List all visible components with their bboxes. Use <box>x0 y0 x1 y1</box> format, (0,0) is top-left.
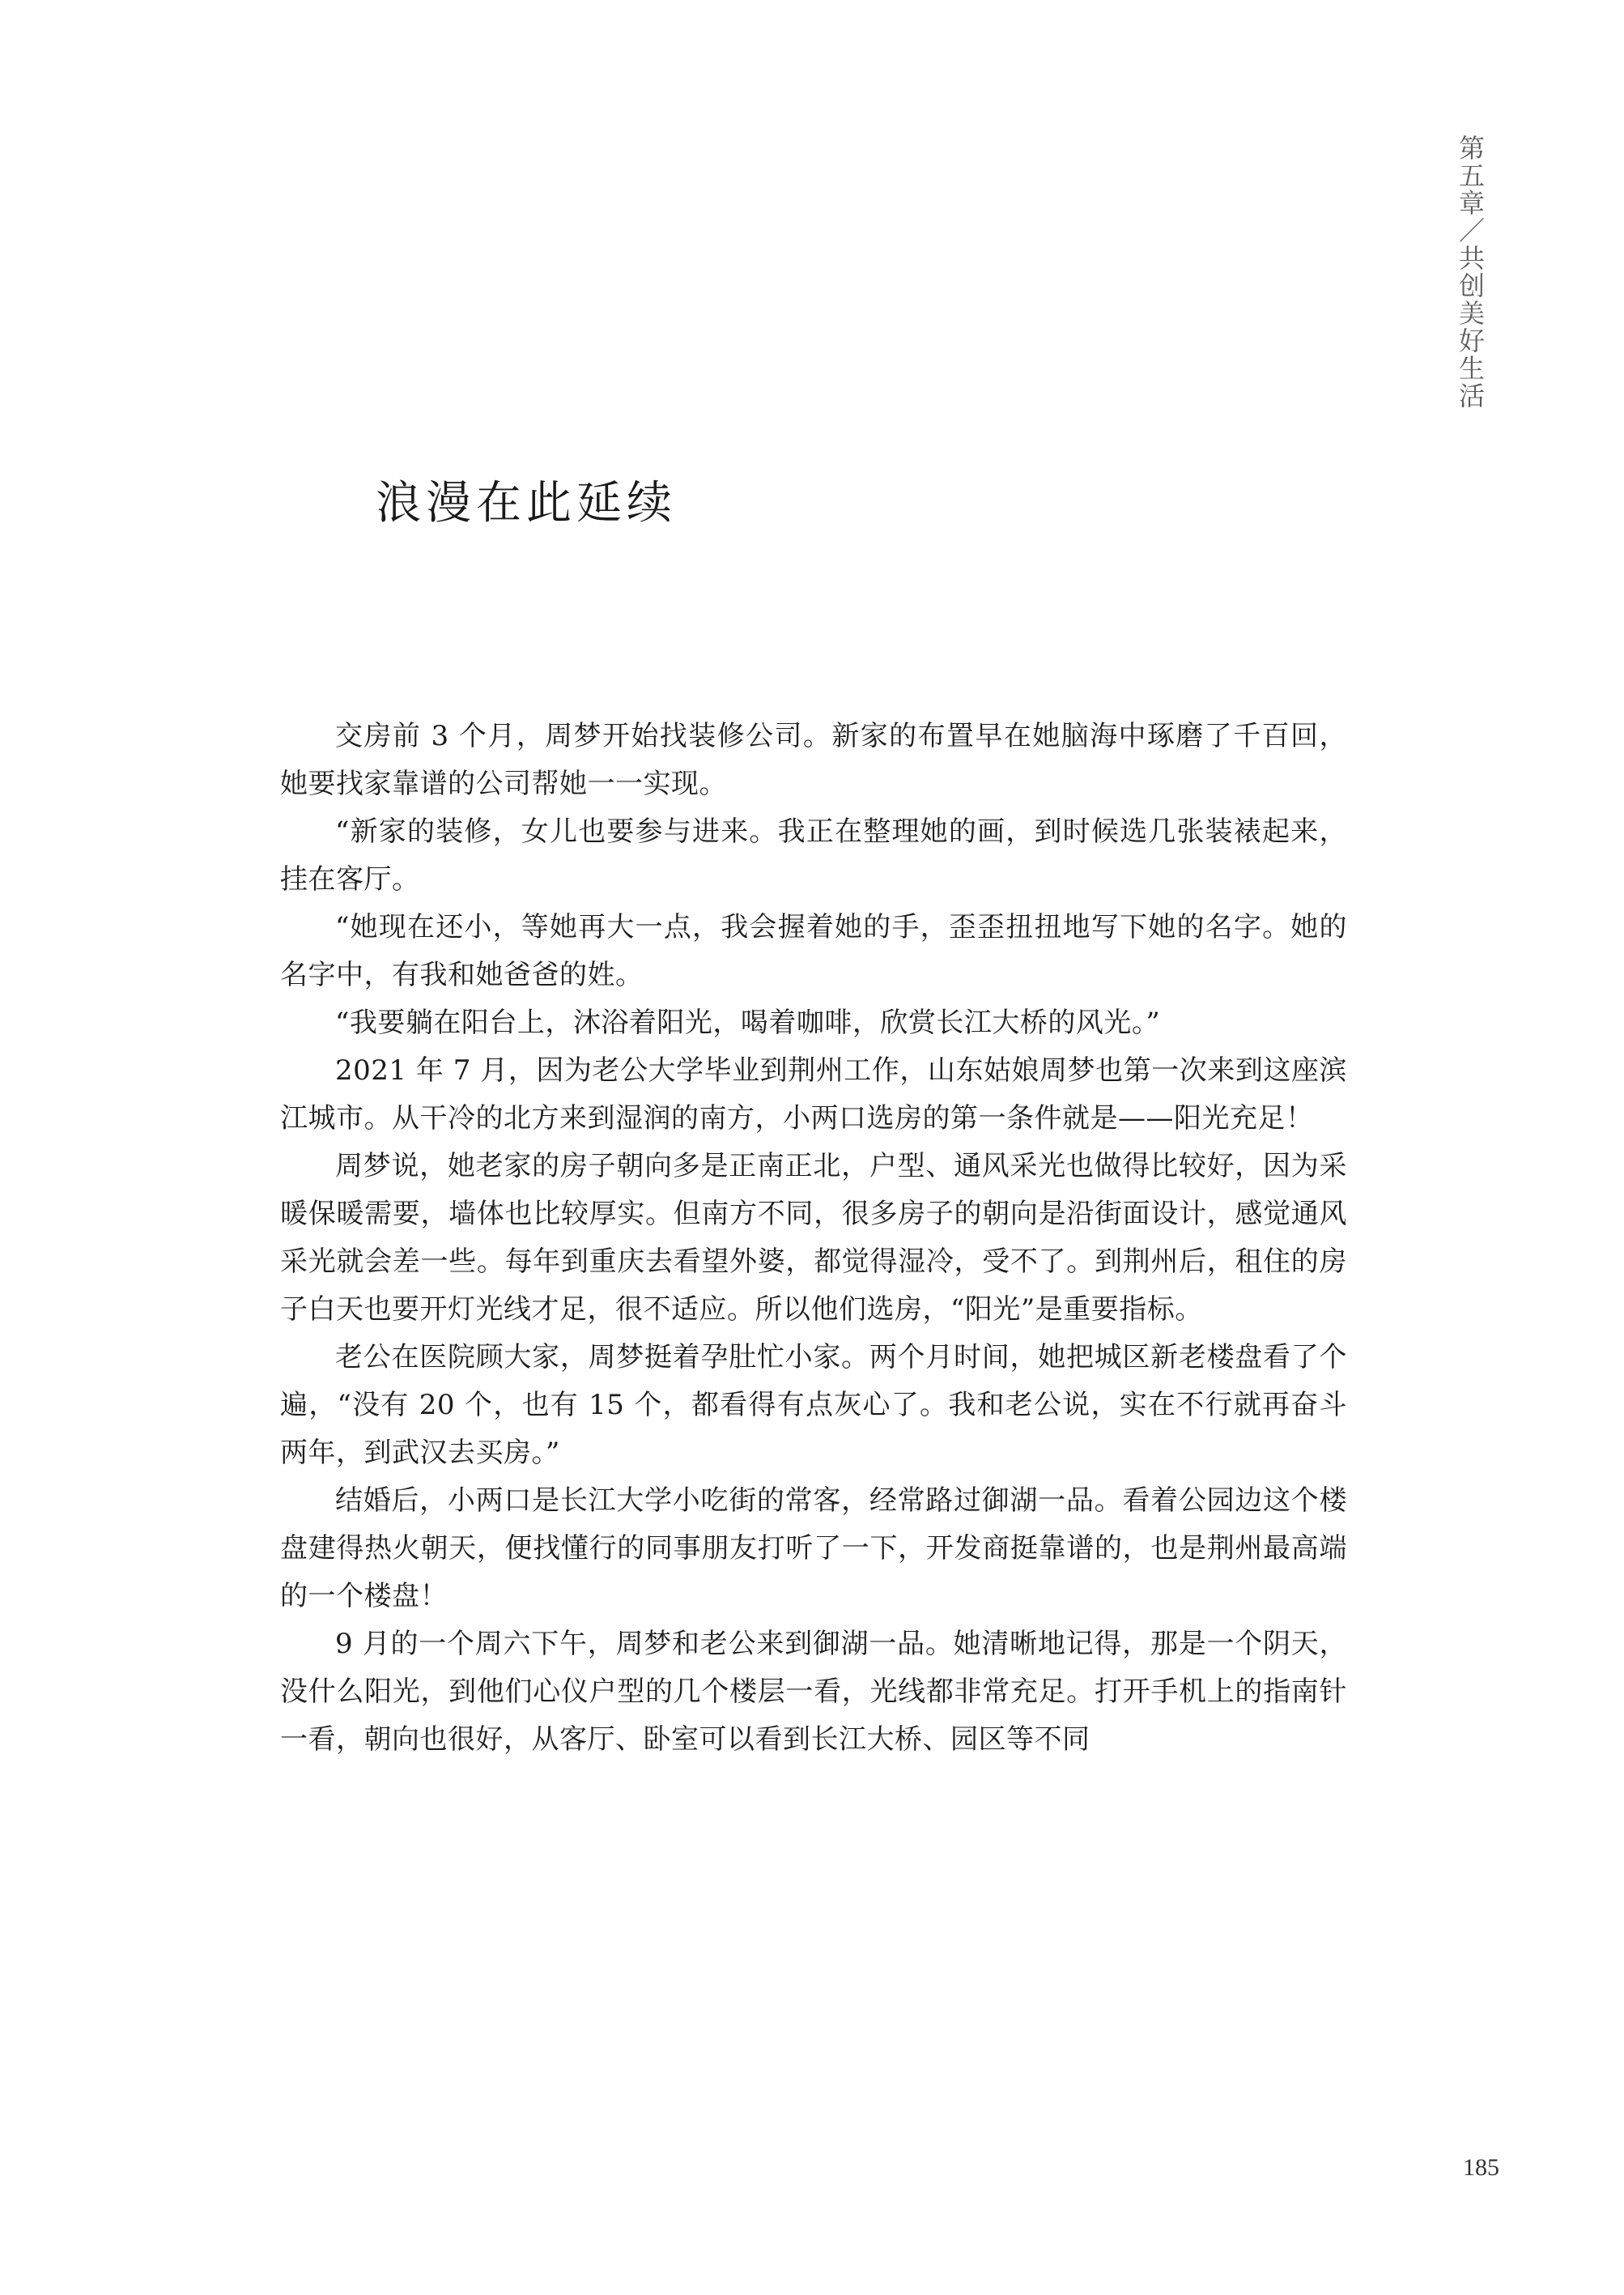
paragraph: “我要躺在阳台上，沐浴着阳光，喝着咖啡，欣赏长江大桥的风光。” <box>335 1007 1161 1039</box>
paragraph: 老公在医院顾大家，周梦挺着孕肚忙小家。两个月时间，她把城区新老楼盘看了个遍，“没有 20 个，也有 15 个，都看得有点灰心了。我和老公说，实在不行就再奋斗两年，到武汉去买房。” <box>280 1341 1347 1469</box>
running-head: 第五章／共创美好生活 <box>1455 134 1486 410</box>
body-text <box>280 713 1347 1764</box>
paragraph: 2021 年 7 月，因为老公大学毕业到荆州工作，山东姑娘周梦也第一次来到这座滨江城市。从干冷的北方来到湿润的南方，小两口选房的第一条件就是——阳光充足！ <box>280 1054 1347 1135</box>
paragraph: “她现在还小，等她再大一点，我会握着她的手，歪歪扭扭地写下她的名字。她的名字中，有我和她爸爸的姓。 <box>280 911 1347 991</box>
paragraph: 9 月的一个周六下午，周梦和老公来到御湖一品。她清晰地记得，那是一个阴天，没什么阳光，到他们心仪户型的几个楼层一看，光线都非常充足。打开手机上的指南针一看，朝向也很好，从客厅、卧室可以看到长江大桥、园区等不同 <box>280 1628 1347 1756</box>
paragraph: 交房前 3 个月，周梦开始找装修公司。新家的布置早在她脑海中琢磨了千百回，她要找家靠谱的公司帮她一一实现。 <box>280 720 1347 800</box>
paragraph: 周梦说，她老家的房子朝向多是正南正北，户型、通风采光也做得比较好，因为采暖保暖需要，墙体也比较厚实。但南方不同，很多房子的朝向是沿街面设计，感觉通风采光就会差一些。每年到重庆去看望外婆，都觉得湿冷，受不了。到荆州后，租住的房子白天也要开灯光线才足，很不适应。所以他们选房，“阳光”是重要指标。 <box>280 1150 1347 1326</box>
paragraph: 结婚后，小两口是长江大学小吃街的常客，经常路过御湖一品。看着公园边这个楼盘建得热火朝天，便找懂行的同事朋友打听了一下，开发商挺靠谱的，也是荆州最高端的一个楼盘！ <box>280 1484 1347 1612</box>
paragraph: “新家的装修，女儿也要参与进来。我正在整理她的画，到时候选几张装裱起来，挂在客厅。 <box>280 815 1347 896</box>
page-number: 185 <box>1463 2154 1499 2181</box>
section-title: 浪漫在此延续 <box>376 477 677 530</box>
